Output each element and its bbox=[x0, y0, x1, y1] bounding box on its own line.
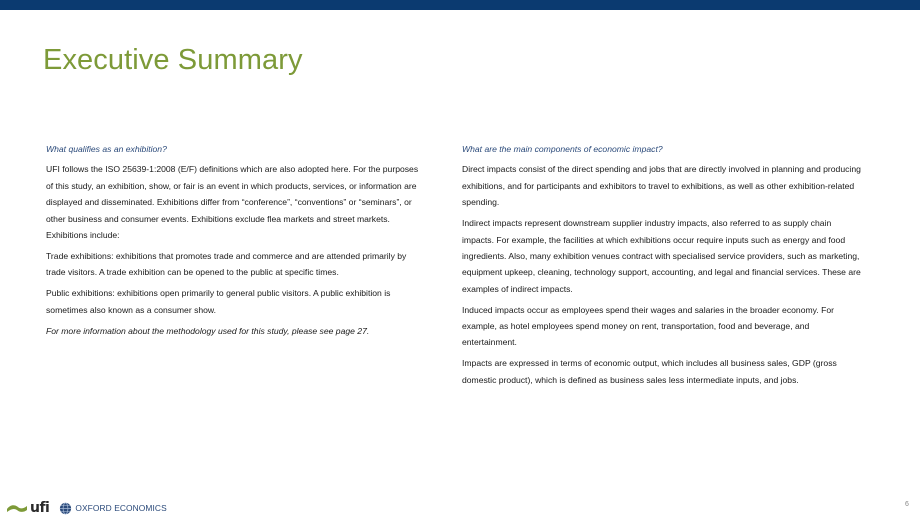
oxford-economics-text: OXFORD ECONOMICS bbox=[75, 503, 167, 513]
footer bbox=[6, 498, 167, 518]
right-paragraph-4: Impacts are expressed in terms of economic output, which includes all business sales, GDP (gross domestic product), which is defined as business sales less intermediate inputs, and jobs. bbox=[462, 358, 837, 385]
right-paragraph-3: Induced impacts occur as employees spend their wages and salaries in the broader economy. For example, as hotel employees spend money on rent, transportation, food and beverage, and entertainment. bbox=[462, 304, 834, 348]
ufi-logo bbox=[6, 500, 49, 516]
top-bar bbox=[0, 0, 920, 10]
right-column bbox=[462, 141, 862, 393]
globe-icon bbox=[59, 502, 72, 515]
methodology-note: For more information about the methodology used for this study, please see page 27. bbox=[46, 325, 370, 336]
right-paragraph-2: Indirect impacts represent downstream supplier industry impacts, also referred to as supply chain impacts. For example, the facilities at which exhibitions occur require inputs such as energy and food ingredients. Also, many exhibition venues contract with specialised service providers, such as marketing, equipment upkeep, cleaning, technology support, accounting, and legal and financial services. These are examples of indirect impacts. bbox=[462, 218, 861, 294]
page-number: 6 bbox=[905, 501, 909, 508]
left-paragraph-3: Public exhibitions: exhibitions open primarily to general public visitors. A public exhibition is sometimes also known as a consumer show. bbox=[46, 288, 391, 315]
right-column-heading: What are the main components of economic impact? bbox=[462, 144, 663, 154]
ufi-mark-icon bbox=[6, 502, 28, 514]
page-title: Executive Summary bbox=[43, 44, 303, 76]
left-column bbox=[46, 141, 426, 343]
left-paragraph-2: Trade exhibitions: exhibitions that promotes trade and commerce and are attended primarily by trade visitors. A trade exhibition can be opened to the public at specific times. bbox=[46, 250, 407, 278]
left-paragraph-1: UFI follows the ISO 25639-1:2008 (E/F) definitions which are also adopted here. For the purposes of this study, an exhibition, show, or fair is an event in which products, services, or information are displayed and disseminated. Exhibitions differ from “conference”, “conventions” or “seminars”, or other business and consumer events. Exhibitions exclude flea markets and street markets. Exhibitions include: bbox=[46, 164, 419, 241]
right-paragraph-1: Direct impacts consist of the direct spending and jobs that are directly involved in planning and producing exhibitions, and for participants and exhibitors to travel to exhibitions, as well as other exhibition-related spending. bbox=[462, 164, 861, 208]
left-column-heading: What qualifies as an exhibition? bbox=[46, 144, 167, 154]
ufi-logo-text: ufi bbox=[30, 500, 50, 516]
oxford-economics-logo bbox=[59, 502, 166, 515]
